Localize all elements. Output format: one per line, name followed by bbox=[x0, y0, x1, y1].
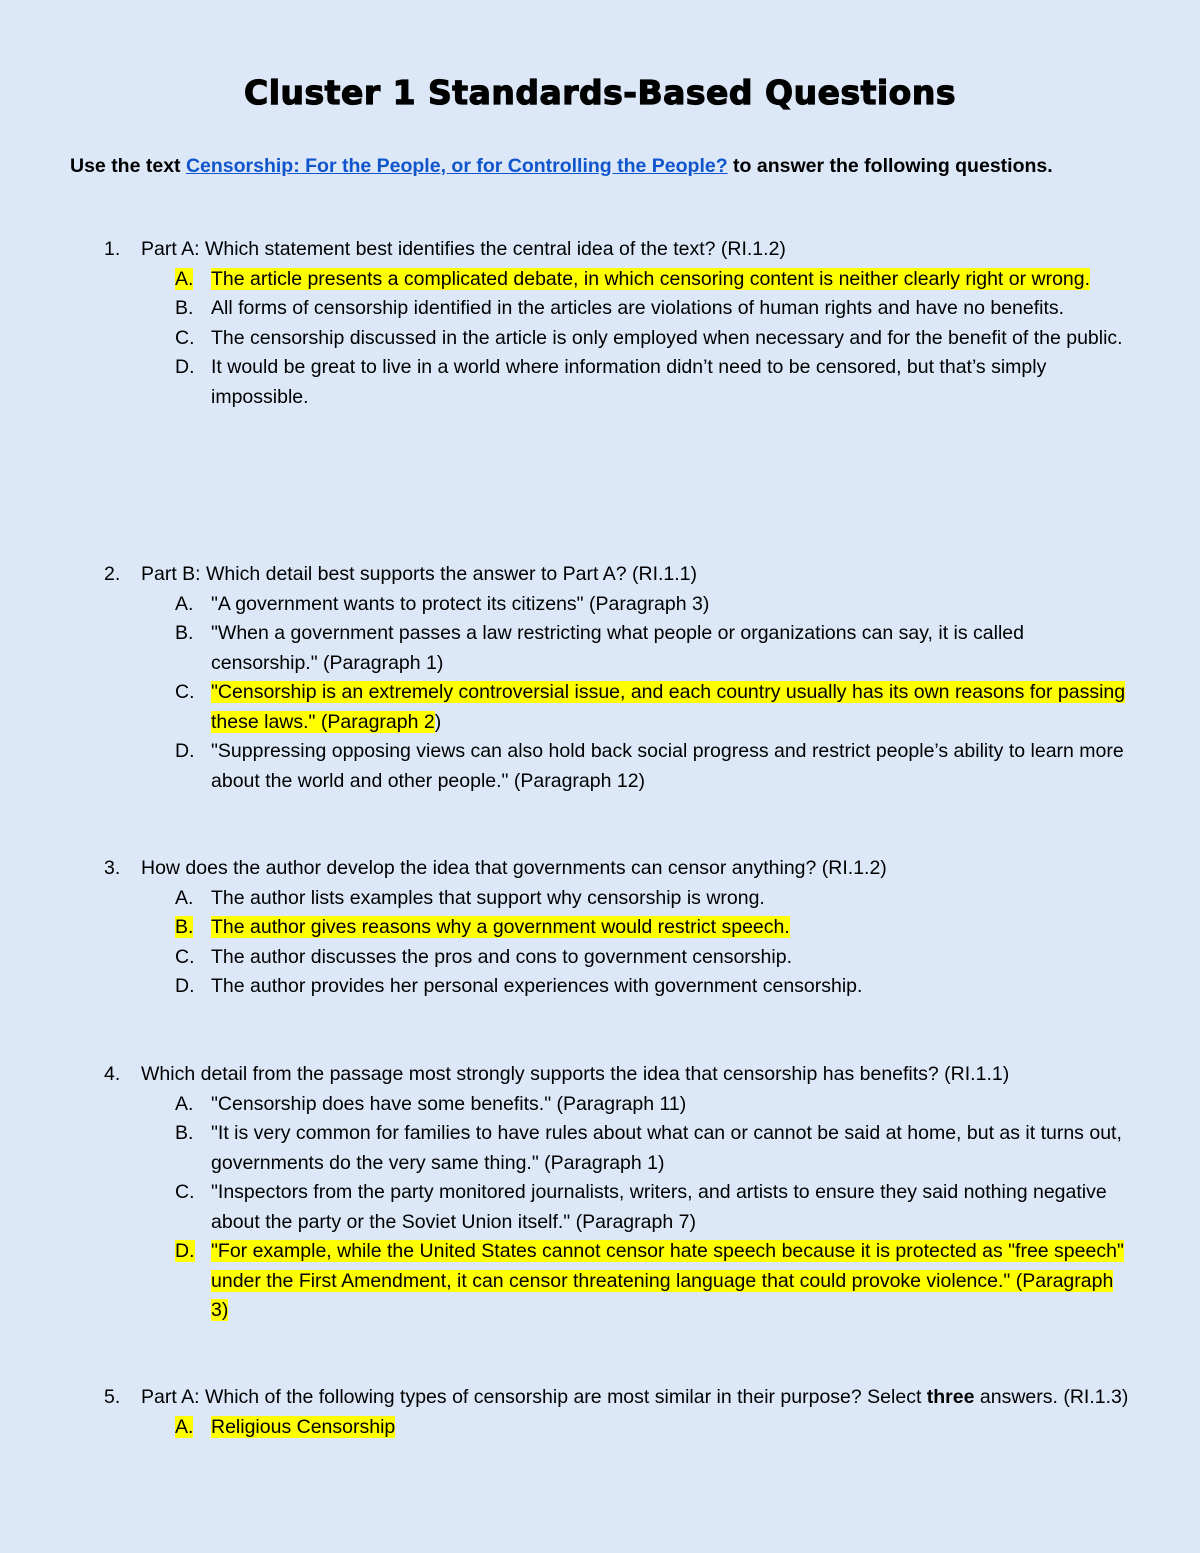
option-text: The author provides her personal experiences with government censorship. bbox=[211, 975, 863, 997]
option-text: Religious Censorship bbox=[211, 1415, 396, 1438]
source-text-link[interactable]: Censorship: For the People, or for Controlling the People? bbox=[185, 155, 728, 177]
option-letter: D. bbox=[175, 1240, 195, 1262]
option-letter: A. bbox=[175, 267, 194, 290]
question-number: 3. bbox=[104, 857, 121, 879]
instructions bbox=[70, 151, 1130, 181]
option-letter: A. bbox=[175, 1415, 194, 1438]
option-text: The author discusses the pros and cons to government censorship. bbox=[211, 945, 792, 968]
instructions-prefix: Use the text bbox=[70, 155, 186, 177]
option-text: "Suppressing opposing views can also hold back social progress and restrict people’s ability to learn more about the world and other people." (Paragraph 12) bbox=[211, 740, 1124, 792]
answer-option-b[interactable] bbox=[175, 913, 1134, 943]
prompt-emphasis: three bbox=[926, 1386, 975, 1408]
option-letter: C. bbox=[175, 945, 195, 968]
option-text-tail: ) bbox=[434, 710, 442, 733]
option-letter: B. bbox=[175, 1122, 194, 1144]
answer-option-a[interactable] bbox=[175, 1413, 1134, 1443]
answer-option-d[interactable] bbox=[175, 972, 1134, 1002]
answer-option-c[interactable] bbox=[175, 943, 1134, 973]
option-text: All forms of censorship identified in the articles are violations of human rights and have no benefits. bbox=[211, 297, 1065, 319]
answer-option-a[interactable] bbox=[175, 590, 1134, 620]
option-letter: A. bbox=[175, 592, 194, 615]
option-letter: A. bbox=[175, 886, 194, 909]
question-number: 2. bbox=[104, 563, 121, 585]
option-letter: D. bbox=[175, 975, 195, 997]
answer-option-d[interactable] bbox=[175, 1237, 1134, 1326]
question-prompt: Part B: Which detail best supports the answer to Part A? (RI.1.1) bbox=[141, 563, 698, 585]
question-5 bbox=[104, 1383, 1134, 1442]
question-4 bbox=[104, 1060, 1134, 1326]
option-letter: B. bbox=[175, 297, 194, 319]
option-text: "When a government passes a law restricting what people or organizations can say, it is called censorship." (Paragraph 1) bbox=[211, 622, 1024, 674]
option-text: The author gives reasons why a government would restrict speech. bbox=[211, 916, 790, 938]
answer-option-c[interactable] bbox=[175, 324, 1134, 354]
option-text: The censorship discussed in the article is only employed when necessary and for the benefit of the public. bbox=[211, 326, 1123, 349]
option-text: "A government wants to protect its citizens" (Paragraph 3) bbox=[211, 592, 710, 615]
question-number: 5. bbox=[104, 1386, 121, 1408]
question-number: 4. bbox=[104, 1063, 121, 1085]
question-3 bbox=[104, 854, 1134, 1002]
question-1 bbox=[104, 235, 1134, 412]
option-letter: B. bbox=[175, 622, 194, 644]
option-text: "It is very common for families to have rules about what can or cannot be said at home, but as it turns out, governments do the very same thing." (Paragraph 1) bbox=[211, 1122, 1122, 1174]
answer-option-d[interactable] bbox=[175, 353, 1134, 412]
answer-option-a[interactable] bbox=[175, 1090, 1134, 1120]
option-letter: A. bbox=[175, 1092, 194, 1115]
question-prompt: How does the author develop the idea that governments can censor anything? (RI.1.2) bbox=[141, 857, 887, 879]
answer-option-d[interactable] bbox=[175, 737, 1134, 796]
answer-option-c[interactable] bbox=[175, 1178, 1134, 1237]
option-letter: C. bbox=[175, 1181, 195, 1203]
prompt-part: answers. (RI.1.3) bbox=[974, 1386, 1129, 1408]
question-prompt bbox=[141, 1383, 1134, 1413]
option-letter: D. bbox=[175, 740, 195, 762]
question-prompt: Which detail from the passage most strongly supports the idea that censorship has benefits? (RI.1.1) bbox=[141, 1063, 1010, 1085]
option-text: "Censorship is an extremely controversial issue, and each country usually has its own reasons for passing these laws." (Paragraph 2 bbox=[211, 681, 1126, 733]
option-text: "Censorship does have some benefits." (Paragraph 11) bbox=[211, 1092, 687, 1115]
answer-option-c[interactable] bbox=[175, 678, 1134, 737]
option-letter: C. bbox=[175, 326, 195, 349]
answer-option-b[interactable] bbox=[175, 619, 1134, 678]
question-number: 1. bbox=[104, 238, 121, 260]
option-letter: D. bbox=[175, 356, 195, 378]
option-letter: C. bbox=[175, 681, 195, 703]
answer-option-a[interactable] bbox=[175, 265, 1134, 295]
answer-option-b[interactable] bbox=[175, 1119, 1134, 1178]
instructions-suffix: to answer the following questions. bbox=[727, 155, 1053, 177]
option-text: It would be great to live in a world where information didn’t need to be censored, but that’s simply impossible. bbox=[211, 356, 1047, 408]
answer-option-b[interactable] bbox=[175, 294, 1134, 324]
answer-option-a[interactable] bbox=[175, 884, 1134, 914]
option-letter: B. bbox=[175, 916, 194, 938]
option-text: "Inspectors from the party monitored journalists, writers, and artists to ensure they said nothing negative about the party or the Soviet Union itself." (Paragraph 7) bbox=[211, 1181, 1107, 1233]
question-prompt: Part A: Which statement best identifies the central idea of the text? (RI.1.2) bbox=[141, 238, 786, 260]
prompt-part: Part A: Which of the following types of censorship are most similar in their purpose? Select bbox=[141, 1386, 927, 1408]
question-2 bbox=[104, 560, 1134, 796]
option-text: The author lists examples that support why censorship is wrong. bbox=[211, 886, 765, 909]
option-text: The article presents a complicated debate, in which censoring content is neither clearly right or wrong. bbox=[211, 267, 1091, 290]
option-text: "For example, while the United States cannot censor hate speech because it is protected as "free speech" under the First Amendment, it can censor threatening language that could provoke violence." (Paragraph 3) bbox=[211, 1240, 1124, 1321]
page-title: Cluster 1 Standards-Based Questions bbox=[244, 73, 956, 112]
